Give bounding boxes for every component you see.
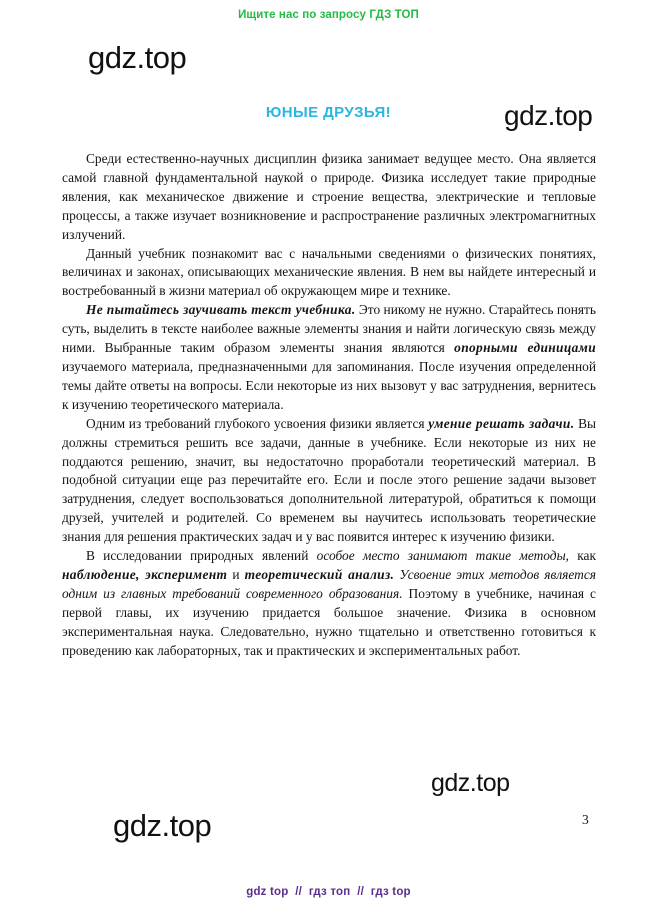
watermark-gdz-bottom-left: gdz.top	[113, 808, 212, 843]
emphasis-do-not-memorize: Не пытайтесь заучивать текст учебника.	[86, 302, 356, 318]
paragraph-5-text-1: В исследовании природных явлений	[86, 548, 317, 564]
emphasis-solving-skill: умение решать задачи.	[428, 415, 575, 431]
paragraph-4	[62, 415, 596, 547]
watermark-gdz-top-right: gdz.top	[504, 100, 593, 131]
paragraph-1-text: Среди естественно-научных дисциплин физика занимает ведущее место. Она является самой главной фундаментальной наукой о природе. Физика исследует такие природные явления, как механическое движение и строение вещества, электрические и тепловые процессы, а также изучает возникновение и распространение различных электромагнитных излучений.	[62, 151, 596, 242]
paragraph-1	[62, 150, 596, 245]
watermark-gdz-bottom-right: gdz.top	[431, 769, 510, 797]
emphasis-observation-experiment: наблюдение, эксперимент	[62, 566, 228, 582]
paragraph-5-text-4: Поэтому в учебнике, начиная с первой главы, их изучению придается большое значение. Физика в основном экспериментальная наука. Следовательно, нужно тщательно и ответственно готовиться к проведению как лабораторных, так и практических и экспериментальных работ.	[62, 585, 596, 658]
paragraph-2	[62, 245, 596, 302]
paragraph-5-text-3: и	[227, 566, 245, 582]
paragraph-3-text-2: изучаемого материала, предназначенными для запоминания. После изучения определенной темы дайте ответы на вопросы. Если некоторые из них вызовут у вас затруднения, вернитесь к изучению теоретического материала.	[62, 358, 596, 412]
emphasis-support-units: опорными единицами	[454, 340, 597, 356]
paragraph-5	[62, 547, 596, 660]
promo-banner-text: Ищите нас по запросу ГДЗ ТОП	[238, 9, 419, 21]
paragraph-2-text: Данный учебник познакомит вас с начальными сведениями о физических понятиях, величинах и законах, описывающих механические явления. В нем вы найдете интересный и востребованный в жизни материал об окружающем мире и технике.	[62, 245, 596, 299]
watermark-gdz-top-left: gdz.top	[88, 40, 187, 75]
emphasis-mastering-methods: Усвоение этих методов является одним из главных требований современного образования.	[62, 566, 596, 601]
paragraph-4-text-1: Одним из требований глубокого усвоения физики является	[86, 415, 429, 431]
paragraph-4-text-2: Вы должны стремиться решить все задачи, данные в учебнике. Если некоторые из них не поддаются решению, значит, вы недостаточно проработали теоретический материал. В подобной ситуации еще раз перечитайте его. Если и после этого решение задачи вызовет затруднения, следует воспользоваться дополнительной литературой, обратиться к помощи друзей, учителей и родителей. Со временем вы научитесь использовать теоретические знания для решения практических задач и у вас появится интерес к изучению физики.	[62, 415, 597, 545]
paragraph-3-text-1: Это никому не нужно. Старайтесь понять суть, выделить в тексте наиболее важные элементы знания и найти логическую связь между ними. Выбранные таким образом элементы знания являются	[62, 302, 596, 356]
paragraph-3	[62, 301, 596, 414]
emphasis-theoretical-analysis: теоретический анализ.	[244, 566, 395, 582]
paragraph-5-text-2: , как	[565, 548, 596, 564]
site-footer-text: gdz top // гдз топ // гдз top	[246, 886, 411, 898]
emphasis-special-place-methods: особое место занимают такие методы	[316, 548, 566, 564]
page-number: 3	[582, 812, 589, 827]
page-title: ЮНЫЕ ДРУЗЬЯ!	[265, 104, 392, 121]
article-body	[62, 150, 596, 660]
